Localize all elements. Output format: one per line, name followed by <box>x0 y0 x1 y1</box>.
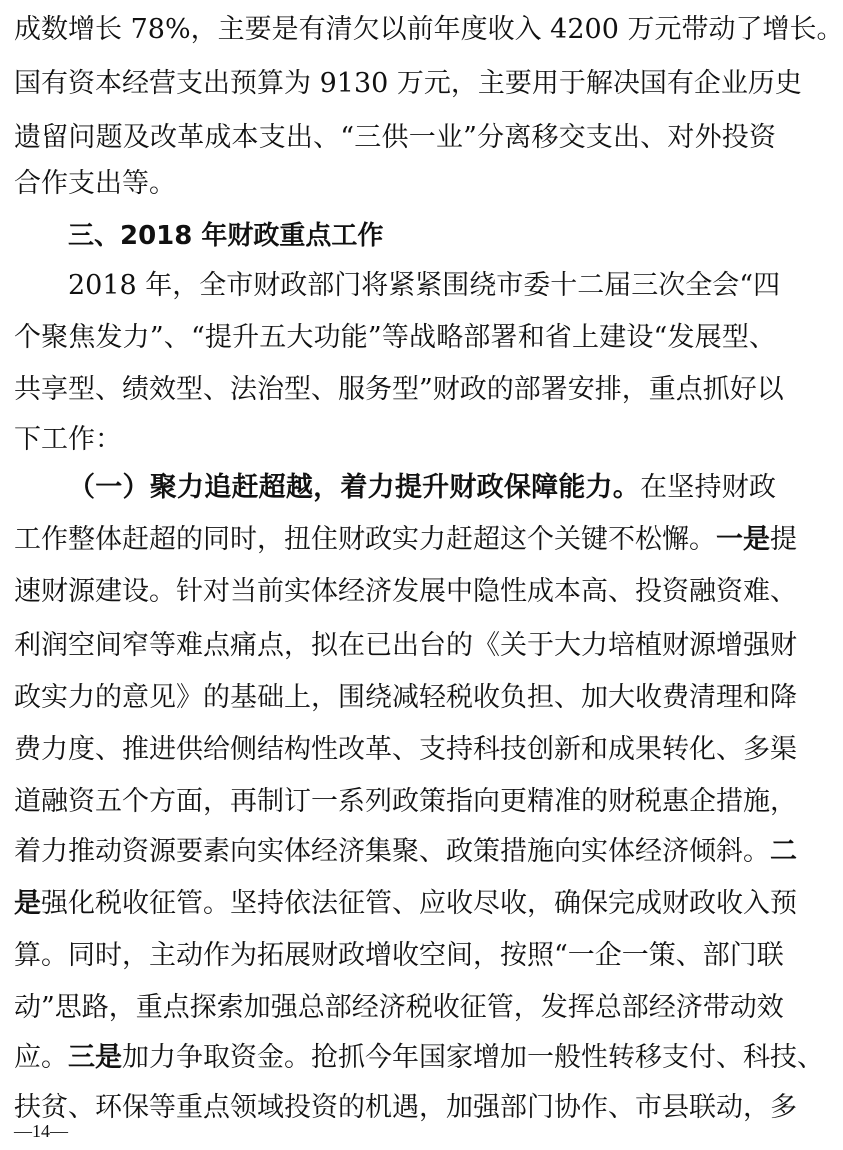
text-line-21-start: 应。 <box>14 1042 68 1073</box>
text-line-9: 下工作： <box>14 424 122 455</box>
text-line-3: 遗留问题及改革成本支出、“三供一业”分离移交支出、对外投资 <box>14 122 776 153</box>
text-line-22: 扶贫、环保等重点领域投资的机遇，加强部门协作、市县联动，多 <box>14 1092 797 1123</box>
subsection-line-rest: 在坚持财政 <box>640 472 777 503</box>
text-line-11-end: 提 <box>770 524 797 555</box>
text-line-19: 算。同时，主动作为拓展财政增收空间，按照“一企一策、部门联 <box>14 940 784 971</box>
section-heading: 三、2018 年财政重点工作 <box>68 221 384 251</box>
second-point-marker-end: 是 <box>14 888 41 919</box>
text-line-2: 国有资本经营支出预算为 9130 万元，主要用于解决国有企业历史 <box>14 68 802 99</box>
text-line-16: 道融资五个方面，再制订一系列政策指向更精准的财税惠企措施， <box>14 786 797 817</box>
text-line-21 <box>14 1038 824 1078</box>
third-point-marker: 三是 <box>68 1042 122 1073</box>
text-line-13: 利润空间窄等难点痛点，拟在已出台的《关于大力培植财源增强财 <box>14 630 797 661</box>
text-line-18-main: 强化税收征管。坚持依法征管、应收尽收，确保完成财政收入预 <box>41 888 797 919</box>
text-line-4: 合作支出等。 <box>14 168 176 199</box>
subsection-line <box>14 468 776 508</box>
text-line-11-main: 工作整体赶超的同时，扭住财政实力赶超这个关键不松懈。 <box>14 524 716 555</box>
text-line-11 <box>14 520 797 560</box>
page-number: —14— <box>14 1121 68 1141</box>
text-line-7: 个聚焦发力”、“提升五大功能”等战略部署和省上建设“发展型、 <box>14 322 776 353</box>
first-point-marker: 一是 <box>716 524 770 555</box>
text-line-17-main: 着力推动资源要素向实体经济集聚、政策措施向实体经济倾斜。 <box>14 836 770 867</box>
second-point-marker-start: 二 <box>770 836 797 867</box>
text-line-20: 动”思路，重点探索加强总部经济税收征管，发挥总部经济带动效 <box>14 992 784 1023</box>
text-line-1: 成数增长 78%，主要是有清欠以前年度收入 4200 万元带动了增长。 <box>14 14 843 45</box>
text-line-17 <box>14 832 797 872</box>
text-line-18 <box>14 884 797 924</box>
text-line-8: 共享型、绩效型、法治型、服务型”财政的部署安排，重点抓好以 <box>14 374 784 405</box>
text-line-14: 政实力的意见》的基础上，围绕减轻税收负担、加大收费清理和降 <box>14 682 797 713</box>
text-line-6: 2018 年，全市财政部门将紧紧围绕市委十二届三次全会“四 <box>68 270 781 301</box>
text-line-21-main: 加力争取资金。抢抓今年国家增加一般性转移支付、科技、 <box>122 1042 824 1073</box>
subsection-heading: （一）聚力追赶超越，着力提升财政保障能力。 <box>68 472 641 503</box>
text-line-15: 费力度、推进供给侧结构性改革、支持科技创新和成果转化、多渠 <box>14 734 797 765</box>
text-line-12: 速财源建设。针对当前实体经济发展中隐性成本高、投资融资难、 <box>14 576 797 607</box>
